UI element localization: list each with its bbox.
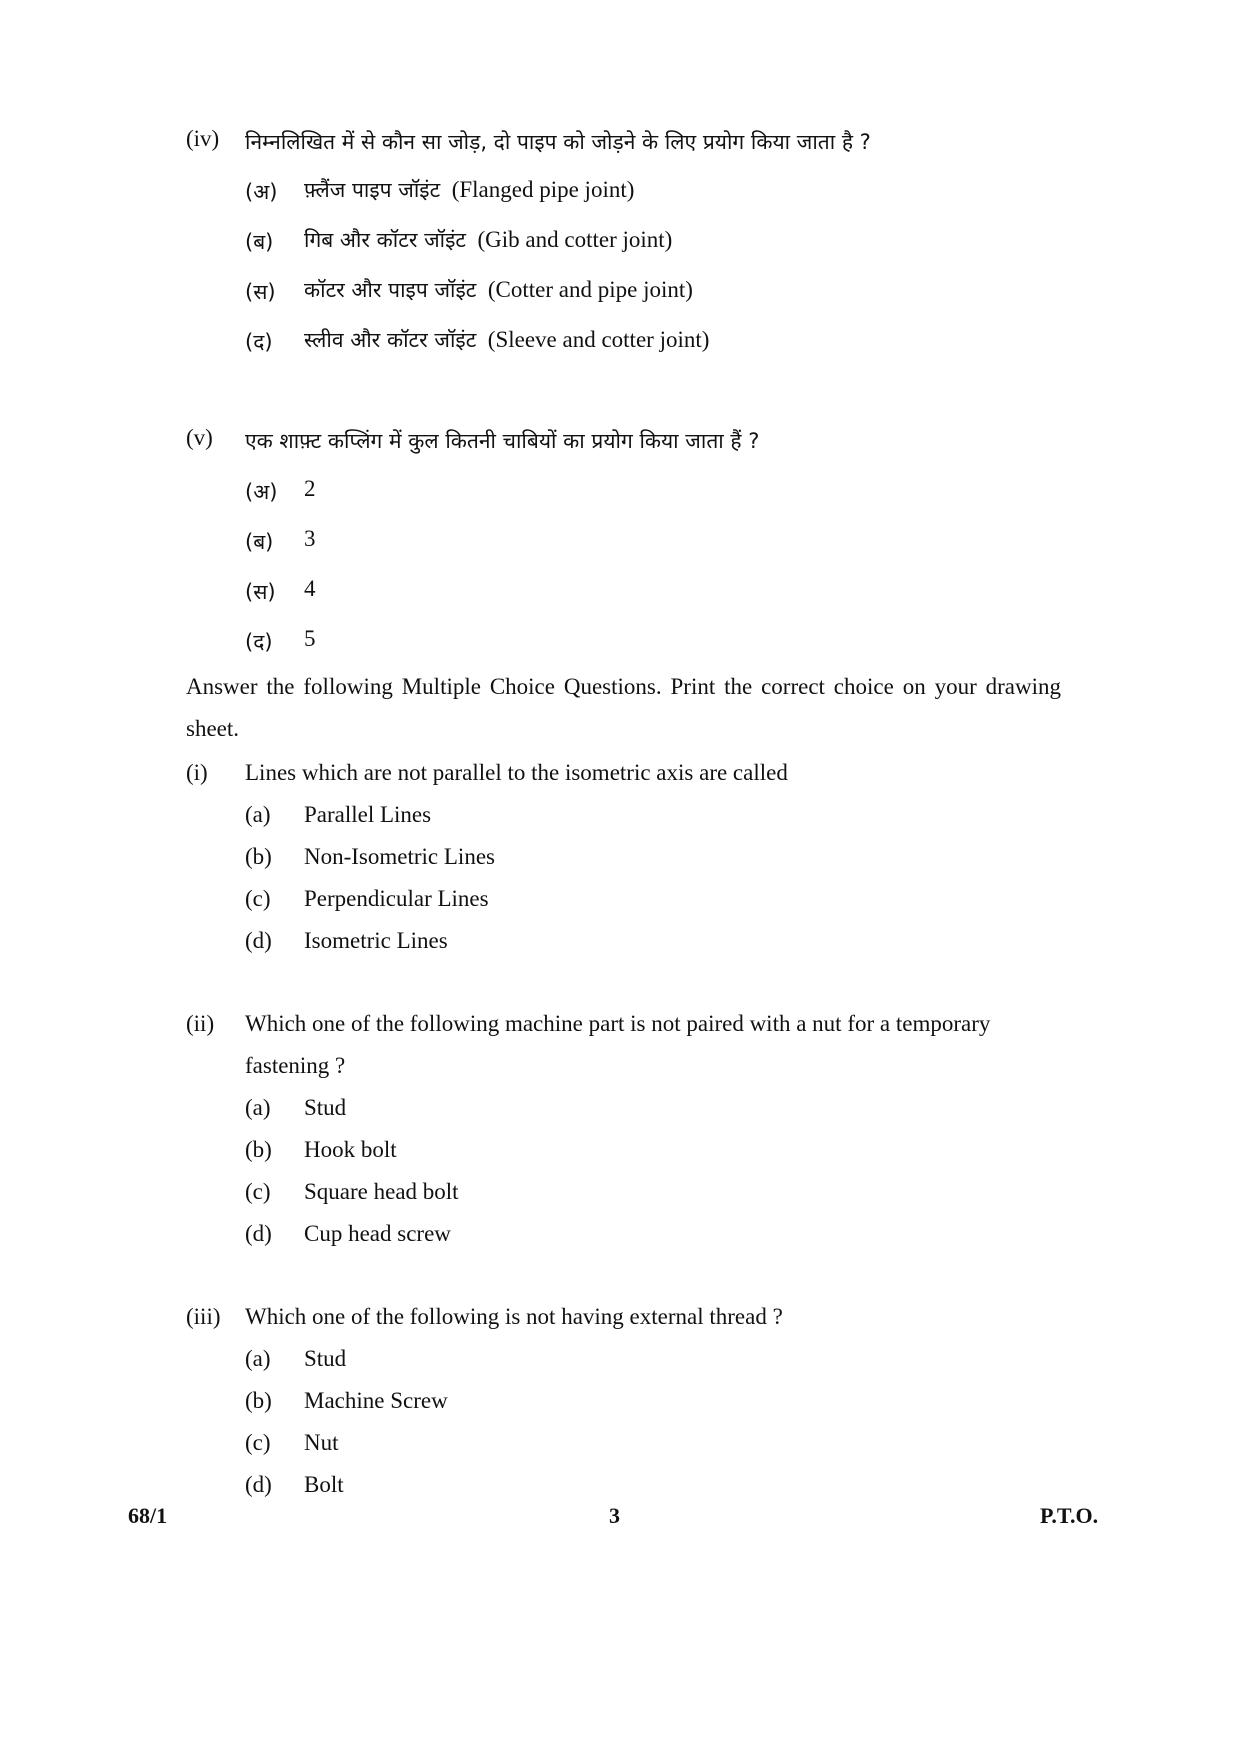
- option-mark: (ब): [245, 230, 274, 254]
- option-text: [304, 176, 634, 204]
- option-mark: (अ): [245, 180, 278, 204]
- option-text: Stud: [304, 1095, 347, 1120]
- option-mark: (d): [245, 928, 272, 953]
- option-mark: (अ): [245, 480, 278, 504]
- option-text: Isometric Lines: [304, 928, 448, 953]
- question-number: (iv): [186, 126, 220, 151]
- question-text-line2: fastening ?: [245, 1053, 346, 1078]
- option-text: [304, 276, 693, 304]
- option-text: Bolt: [304, 1472, 344, 1497]
- question-text: एक शाफ़्ट कप्लिंग में कुल कितनी चाबियों का प्रयोग किया जाता हैं ?: [245, 429, 760, 453]
- option-text: Parallel Lines: [304, 802, 432, 827]
- page-number: 3: [609, 1503, 620, 1528]
- instruction-text: Answer the following Multiple Choice Questions. Print the correct choice on your drawing sheet.: [186, 674, 1061, 741]
- option-text: Machine Screw: [304, 1388, 448, 1413]
- option-mark: (a): [245, 1346, 271, 1371]
- option-english: (Flanged pipe joint): [451, 177, 635, 202]
- option-english: (Sleeve and cotter joint): [487, 327, 710, 352]
- option-text: [304, 226, 672, 254]
- option-text: Cup head screw: [304, 1221, 451, 1246]
- option-text: [304, 326, 709, 354]
- option-mark: (b): [245, 1137, 272, 1162]
- option-text: 3: [304, 526, 316, 551]
- option-text: Stud: [304, 1346, 347, 1371]
- option-text: Nut: [304, 1430, 339, 1455]
- option-mark: (b): [245, 844, 272, 869]
- paper-code: 68/1: [128, 1503, 168, 1528]
- option-mark: (b): [245, 1388, 272, 1413]
- option-hindi: स्लीव और कॉटर जॉइंट: [304, 328, 477, 352]
- option-mark: (ब): [245, 530, 274, 554]
- pto-label: P.T.O.: [1040, 1503, 1099, 1528]
- option-mark: (a): [245, 1095, 271, 1120]
- option-mark: (c): [245, 886, 271, 911]
- option-text: Non-Isometric Lines: [304, 844, 495, 869]
- question-number: (ii): [186, 1011, 215, 1036]
- question-number: (i): [186, 760, 208, 785]
- option-mark: (द): [245, 630, 273, 654]
- option-text: Square head bolt: [304, 1179, 459, 1204]
- option-mark: (स): [245, 280, 276, 304]
- option-text: Hook bolt: [304, 1137, 397, 1162]
- option-hindi: गिब और कॉटर जॉइंट: [304, 228, 467, 252]
- option-english: (Gib and cotter joint): [477, 227, 673, 252]
- option-mark: (c): [245, 1179, 271, 1204]
- option-mark: (d): [245, 1472, 272, 1497]
- question-number: (v): [186, 425, 213, 450]
- option-mark: (a): [245, 802, 271, 827]
- option-mark: (c): [245, 1430, 271, 1455]
- question-text: Lines which are not parallel to the isometric axis are called: [245, 760, 788, 785]
- option-text: Perpendicular Lines: [304, 886, 489, 911]
- option-hindi: फ़्लैंज पाइप जॉइंट: [304, 178, 441, 202]
- option-text: 5: [304, 626, 316, 651]
- question-text: निम्नलिखित में से कौन सा जोड़, दो पाइप को जोड़ने के लिए प्रयोग किया जाता है ?: [245, 130, 871, 154]
- option-mark: (द): [245, 330, 273, 354]
- question-text-line1: Which one of the following machine part is not paired with a nut for a temporary: [245, 1011, 991, 1036]
- question-number: (iii): [186, 1304, 221, 1329]
- option-mark: (स): [245, 580, 276, 604]
- option-text: 4: [304, 576, 316, 601]
- option-mark: (d): [245, 1221, 272, 1246]
- option-hindi: कॉटर और पाइप जॉइंट: [304, 278, 477, 302]
- question-text: Which one of the following is not having external thread ?: [245, 1304, 783, 1329]
- option-english: (Cotter and pipe joint): [487, 277, 693, 302]
- option-text: 2: [304, 476, 316, 501]
